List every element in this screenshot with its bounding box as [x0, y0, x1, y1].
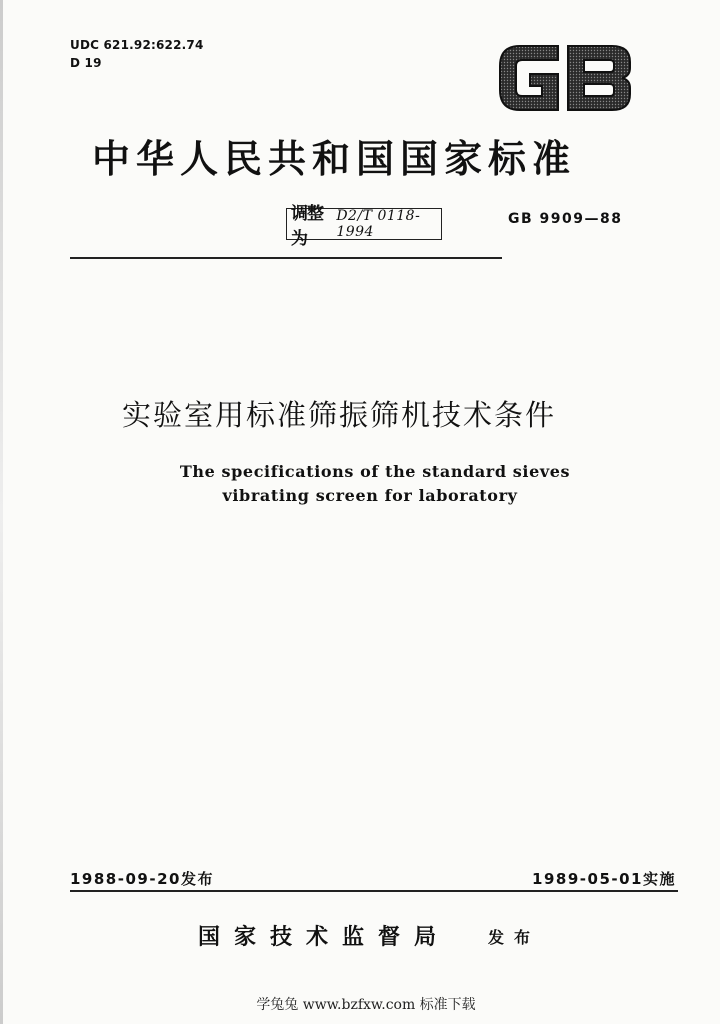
adjustment-stamp — [286, 204, 442, 249]
document-title-en-line2: vibrating screen for laboratory — [222, 486, 518, 505]
udc-code: UDC 621.92:622.74 — [70, 38, 204, 52]
document-title-en-line1: The specifications of the standard sieves — [179, 462, 571, 481]
footer-divider — [70, 890, 678, 892]
page-edge — [0, 0, 3, 1024]
issuing-action: 发布 — [488, 928, 541, 947]
issue-date: 1988-09-20发布 — [70, 870, 214, 888]
standard-number: GB 9909—88 — [508, 211, 623, 227]
national-standard-title: 中华人民共和国国家标准 — [92, 137, 577, 181]
implementation-date: 1989-05-01实施 — [532, 870, 676, 888]
document-title-zh: 实验室用标准筛振筛机技术条件 — [122, 398, 557, 432]
watermark-footer: 学兔兔 www.bzfxw.com 标准下载 — [256, 997, 476, 1013]
adjustment-label: 调整为 — [291, 204, 323, 249]
issuing-authority: 国家技术监督局 — [198, 925, 451, 950]
classification-code: D 19 — [70, 56, 102, 70]
adjustment-code: D2/T 0118-1994 — [336, 208, 421, 240]
header-divider — [70, 257, 502, 259]
gb-logo — [494, 40, 636, 116]
